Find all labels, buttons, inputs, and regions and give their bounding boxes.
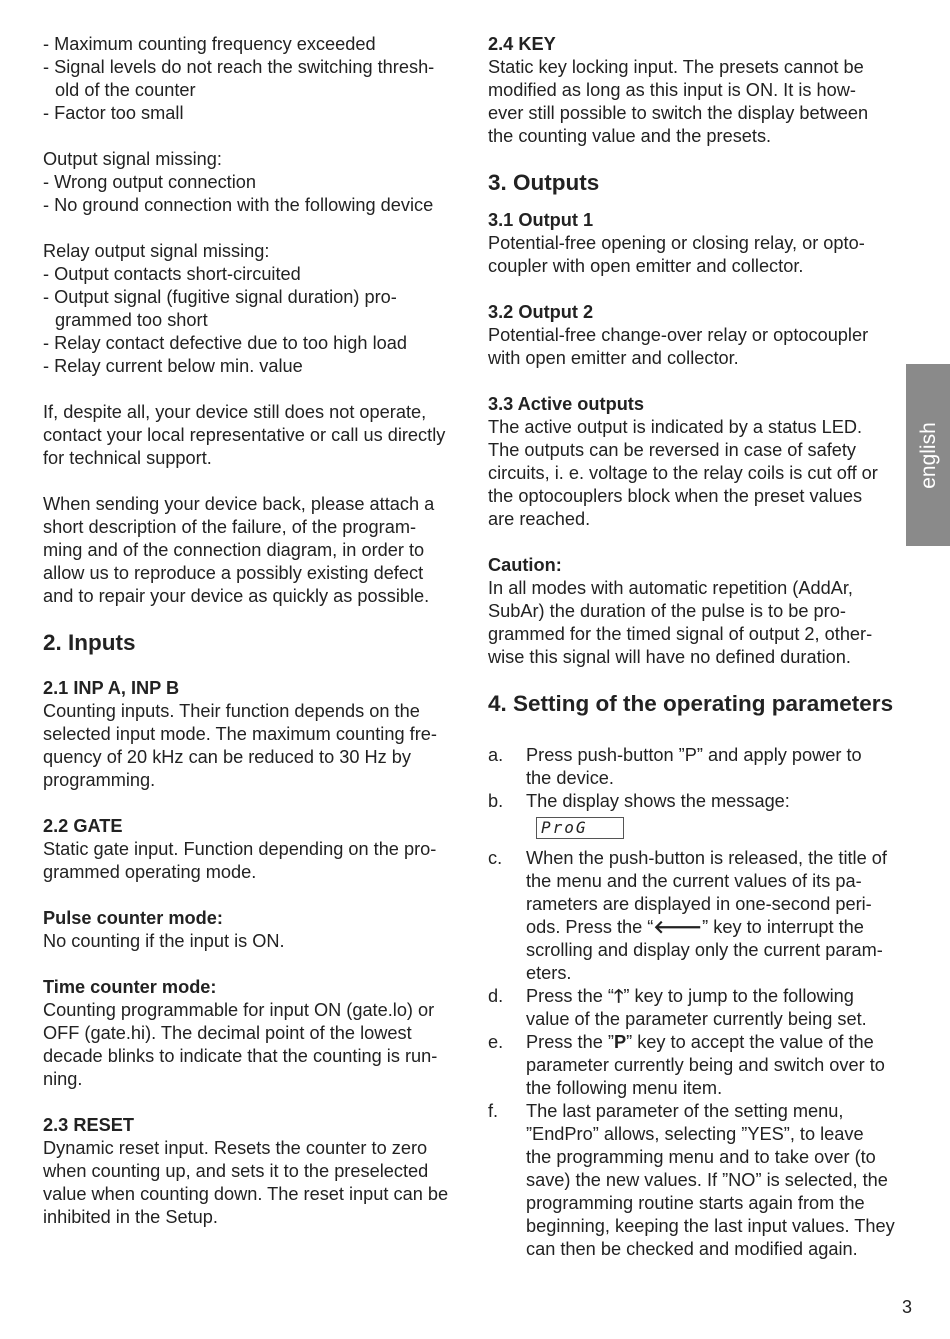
left-column: - Maximum counting frequency exceeded - Signal levels do not reach the switching thresh- old of the counter - Factor too small Output signal missing: - Wrong output connection - No ground connection with the following device Relay output signal missing: - Output contacts short-circuited - Output signal (fugitive signal duration) pro- grammed too short - Relay contact defective due to too high load - Relay current below min. value If, despite all, your device still does not operate, contact your local representative or call us directly for technical support. When sending your device back, please attach a short description of the failure, of the program- ming and of the connection diagram, in order to allow us to reproduce a possibly existing defect and to repair your device as quickly as possible. 2. Inputs 2.1 INP A, INP B Counting inputs. Their function depends on the selected input mode. The maximum counting fre- quency of 20 kHz can be reduced to 30 Hz by programming. 2.2 GATE Static gate input. Function depending on the pro- grammed operating mode. Pulse counter mode: No counting if the input is ON. Time counter mode: Counting programmable for input ON (gate.lo) or OFF (gate.hi). The decimal point of the lowest decade blinks to indicate that the counting is run- ning. 2.3 RESET Dynamic reset input. Resets the counter to zero when counting up, and sets it to the preselected value when counting down. The reset input can be inhibited in the Setup.: [43, 33, 471, 1229]
list-item: - Output contacts short-circuited: [43, 264, 301, 284]
list-item: - Signal levels do not reach the switching thresh-: [43, 57, 435, 77]
step-marker: a.: [488, 745, 504, 765]
step-marker: e.: [488, 1032, 504, 1052]
p-key-label: P: [613, 1032, 627, 1052]
list-item: - Relay current below min. value: [43, 356, 303, 376]
step-marker: d.: [488, 986, 504, 1006]
list-item: - Relay contact defective due to too high load: [43, 333, 407, 353]
support-paragraph: If, despite all, your device still does not operate, contact your local representative or call us directly for technical support.: [43, 402, 446, 468]
step-a: a. Press push-button ”P” and apply power to the device.: [488, 745, 862, 788]
pulse-counter-heading: Pulse counter mode:: [43, 908, 223, 928]
step-marker: c.: [488, 848, 503, 868]
list-item-continuation: grammed too short: [55, 310, 208, 330]
list-item: - No ground connection with the following device: [43, 195, 434, 215]
step-c: c. When the push-button is released, the title of the menu and the current values of its pa- rameters are displayed in one-second peri- ods. Press the “🡐” key to interrupt the scrolling and display only the current param- eters.: [488, 848, 887, 983]
section-heading-outputs: 3. Outputs: [488, 170, 600, 195]
subsection-heading-reset: 2.3 RESET: [43, 1115, 134, 1135]
list-item-continuation: old of the counter: [55, 80, 196, 100]
subsection-heading-output-2: 3.2 Output 2: [488, 302, 594, 322]
subsection-heading-key: 2.4 KEY: [488, 34, 556, 54]
step-marker: f.: [488, 1101, 499, 1121]
return-paragraph: When sending your device back, please attach a short description of the failure, of the program- ming and of the connection diagram, in order to allow us to reproduce a possibly existing defect and to repair your device as quickly as possible.: [43, 494, 435, 606]
step-b: b. The display shows the message:: [488, 791, 790, 811]
list-item: - Factor too small: [43, 103, 184, 123]
step-e: e. Press the ”P” key to accept the value of the parameter currently being and switch over to the following menu item.: [488, 1032, 885, 1098]
time-counter-heading: Time counter mode:: [43, 977, 217, 997]
subsection-heading-inp: 2.1 INP A, INP B: [43, 678, 180, 698]
language-tab-label: english: [916, 421, 940, 489]
step-f: f. The last parameter of the setting menu, ”EndPro” allows, selecting ”YES”, to leave the programming menu and to take over (to save) the new values. If ”NO” is selected, the programming routine starts again from the beginning, keeping the last input values. They can then be checked and modified again.: [488, 1101, 895, 1259]
list-item: - Maximum counting frequency exceeded: [43, 34, 376, 54]
output-missing-title: Output signal missing:: [43, 149, 222, 169]
step-marker: b.: [488, 791, 504, 811]
section-heading-setting: 4. Setting of the operating parameters: [488, 691, 894, 716]
list-item: - Output signal (fugitive signal duration) pro-: [43, 287, 397, 307]
caution-heading: Caution:: [488, 555, 562, 575]
list-item: - Wrong output connection: [43, 172, 256, 192]
error-causes-list: [43, 33, 471, 125]
arrow-up-icon: 🡑: [613, 986, 624, 1007]
arrow-left-icon: 🡐: [653, 917, 703, 938]
subsection-heading-gate: 2.2 GATE: [43, 816, 123, 836]
language-tab: [906, 364, 950, 546]
display-message: ProG: [536, 817, 624, 839]
subsection-heading-output-1: 3.1 Output 1: [488, 210, 594, 230]
subsection-heading-active-outputs: 3.3 Active outputs: [488, 394, 644, 414]
page-number: 3: [902, 1297, 913, 1317]
step-d: d. Press the “🡑” key to jump to the following value of the parameter currently being set.: [488, 986, 867, 1029]
right-column: 2.4 KEY Static key locking input. The presets cannot be modified as long as this input is ON. It is how- ever still possible to switch the display between the counting value and the presets. 3. Outputs 3.1 Output 1 Potential-free opening or closing relay, or opto- coupler with open emitter and collector. 3.2 Output 2 Potential-free change-over relay or optocoupler with open emitter and collector. 3.3 Active outputs The active output is indicated by a status LED. The outputs can be reversed in case of safety circuits, i. e. voltage to the relay coils is cut off or the optocouplers block when the preset values are reached. Caution: In all modes with automatic repetition (AddAr, SubAr) the duration of the pulse is to be pro- grammed for the timed signal of output 2, other- wise this signal will have no defined duration. 4. Setting of the operating parameters a. Press push-button ”P” and apply power to the device. b. The display shows the message: ProG c. When the push-button is released, the title of the menu and the current values of its pa- rameters are displayed in one-second peri- ods. Press the “🡐” key to interrupt the scrolling and display only the current param- eters. d. Press the “🡑” key to jump to the following value of the parameter currently being set. e. Press the ”P” key to accept the value of the parameter currently being and switch over to the following menu item. f. The last parameter of the setting menu, ”EndPro” allows, selecting ”YES”, to leave the programming menu and to take over (to save) the new values. If ”NO” is selected, the programming routine starts again from the beginning, keeping the last input values. They can then be checked and modified again.: [488, 33, 908, 1261]
section-heading-inputs: 2. Inputs: [43, 630, 136, 655]
relay-missing-title: Relay output signal missing:: [43, 241, 270, 261]
